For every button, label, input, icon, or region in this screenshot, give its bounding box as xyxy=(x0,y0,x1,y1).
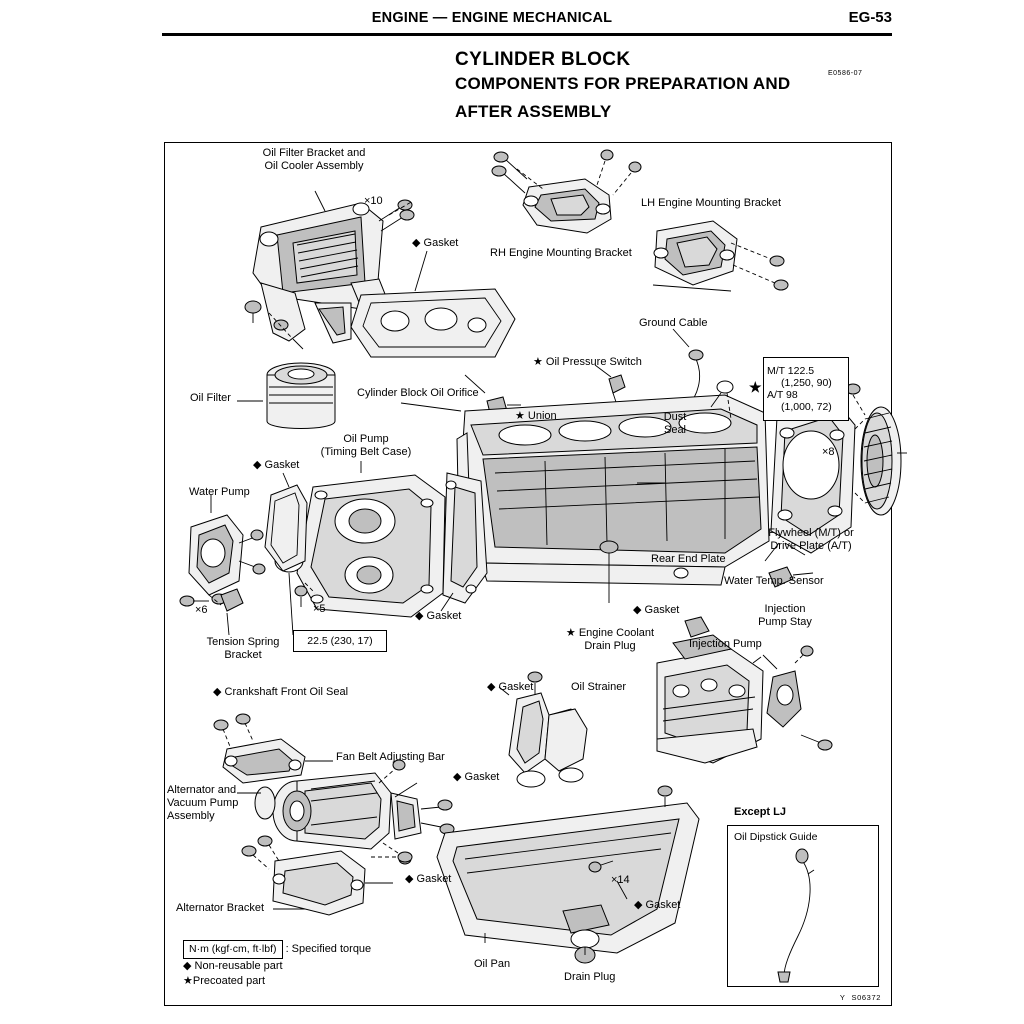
label-cylinder-block-oil-orifice: Cylinder Block Oil Orifice xyxy=(357,387,479,399)
label-x8: ×8 xyxy=(822,446,835,458)
label-x6: ×6 xyxy=(195,604,208,616)
exploded-view-diagram xyxy=(164,142,892,1006)
label-water-pump: Water Pump xyxy=(189,486,250,498)
label-injection-pump: Injection Pump xyxy=(689,638,762,650)
label-x5: ×5 xyxy=(313,603,326,615)
oil-pump-timing-belt-case-art xyxy=(275,461,487,635)
header-title: ENGINE — ENGINE MECHANICAL xyxy=(371,10,613,26)
engine-mount-brackets-art xyxy=(492,150,788,291)
label-oil-filter-bracket: Oil Filter Bracket and Oil Cooler Assembly xyxy=(262,147,366,172)
label-lh-engine-mounting-bracket: LH Engine Mounting Bracket xyxy=(641,197,782,209)
label-alternator-assembly: Alternator and Vacuum Pump Assembly xyxy=(167,784,239,822)
figure-code-prefix: Y xyxy=(839,993,846,1002)
section-title: CYLINDER BLOCK xyxy=(455,49,631,70)
label-water-temp-sensor: Water Temp. Sensor xyxy=(724,575,824,587)
label-gasket-2: ◆ Gasket xyxy=(253,459,300,471)
flywheel-torque-box xyxy=(763,357,849,421)
figure-code-bottom xyxy=(840,993,881,1002)
oil-pump-gasket-art xyxy=(265,473,307,571)
label-rear-end-plate: Rear End Plate xyxy=(651,553,726,565)
except-lj-panel xyxy=(727,806,879,987)
flywheel-art xyxy=(846,384,907,515)
label-gasket-8: ◆ Gasket xyxy=(634,899,681,911)
figure-code-value: S06372 xyxy=(851,993,881,1002)
oil-dipstick-guide-art xyxy=(728,826,878,986)
label-oil-pump: Oil Pump (Timing Belt Case) xyxy=(320,433,412,458)
label-ground-cable: Ground Cable xyxy=(639,317,708,329)
torque-legend xyxy=(183,940,371,989)
oil-filter-art xyxy=(237,363,335,429)
tension-spring-bracket-art xyxy=(221,589,243,635)
flywheel-torque-mt-sub: (1,250, 90) xyxy=(781,377,832,389)
legend-non-reusable-line xyxy=(183,959,371,974)
label-union: ★ Union xyxy=(515,410,557,422)
label-fan-belt-adjusting-bar: Fan Belt Adjusting Bar xyxy=(336,751,445,763)
label-tension-spring-bracket: Tension Spring Bracket xyxy=(206,636,280,661)
label-oil-filter: Oil Filter xyxy=(190,392,231,404)
legend-torque-text: : Specified torque xyxy=(285,943,372,955)
label-dust-seal: Dust Seal xyxy=(663,411,687,436)
label-crankshaft-front-oil-seal: ◆ Crankshaft Front Oil Seal xyxy=(213,686,349,698)
legend-torque-line xyxy=(183,940,371,959)
oil-pump-torque-box: 22.5 (230, 17) xyxy=(293,630,387,652)
label-rh-engine-mounting-bracket: RH Engine Mounting Bracket xyxy=(490,247,632,259)
flywheel-torque-star: ★ xyxy=(749,379,762,395)
fan-belt-adjusting-bar-art xyxy=(214,714,333,783)
label-alternator-bracket: Alternator Bracket xyxy=(176,902,265,914)
legend-non-reusable-text: Non-reusable part xyxy=(194,960,283,972)
header-rule xyxy=(162,33,892,36)
label-gasket-5: ◆ Gasket xyxy=(487,681,534,693)
except-lj-title: Except LJ xyxy=(734,806,786,818)
label-engine-coolant-drain-plug: ★ Engine Coolant Drain Plug xyxy=(565,627,655,652)
page-number: EG-53 xyxy=(848,9,892,26)
flywheel-torque-at: A/T 98 xyxy=(767,389,798,401)
label-oil-pressure-switch: ★ Oil Pressure Switch xyxy=(533,356,642,368)
legend-torque-unit: N·m (kgf·cm, ft·lbf) xyxy=(183,940,283,959)
label-gasket-1: ◆ Gasket xyxy=(412,237,459,249)
oil-dipstick-guide-caption: Oil Dipstick Guide xyxy=(734,831,818,843)
label-oil-pan: Oil Pan xyxy=(474,958,511,970)
legend-precoated-text: Precoated part xyxy=(192,975,266,987)
alternator-bracket-art xyxy=(242,836,412,915)
label-gasket-7: ◆ Gasket xyxy=(405,873,452,885)
label-injection-pump-stay: Injection Pump Stay xyxy=(758,603,812,628)
oil-pan-art xyxy=(437,786,699,963)
section-subtitle-line1: COMPONENTS FOR PREPARATION AND xyxy=(455,74,791,93)
section-subtitle-line2: AFTER ASSEMBLY xyxy=(455,102,612,121)
flywheel-torque-at-sub: (1,000, 72) xyxy=(781,401,832,413)
label-oil-strainer: Oil Strainer xyxy=(571,681,627,693)
figure-code-top: E0586-07 xyxy=(828,70,863,77)
label-flywheel: Flywheel (M/T) or Drive Plate (A/T) xyxy=(768,527,854,552)
label-gasket-4: ◆ Gasket xyxy=(633,604,680,616)
label-x10: ×10 xyxy=(364,195,383,207)
oil-pressure-switch-art xyxy=(595,365,625,405)
water-pump-art xyxy=(180,495,265,606)
label-gasket-6: ◆ Gasket xyxy=(453,771,500,783)
label-gasket-3: ◆ Gasket xyxy=(415,610,462,622)
flywheel-torque-mt: M/T 122.5 xyxy=(767,365,815,377)
star-icon: ★ xyxy=(183,975,193,987)
legend-precoated-line xyxy=(183,974,371,989)
label-x14: ×14 xyxy=(611,874,630,886)
label-drain-plug: Drain Plug xyxy=(564,971,616,983)
diamond-icon: ◆ xyxy=(183,960,192,972)
